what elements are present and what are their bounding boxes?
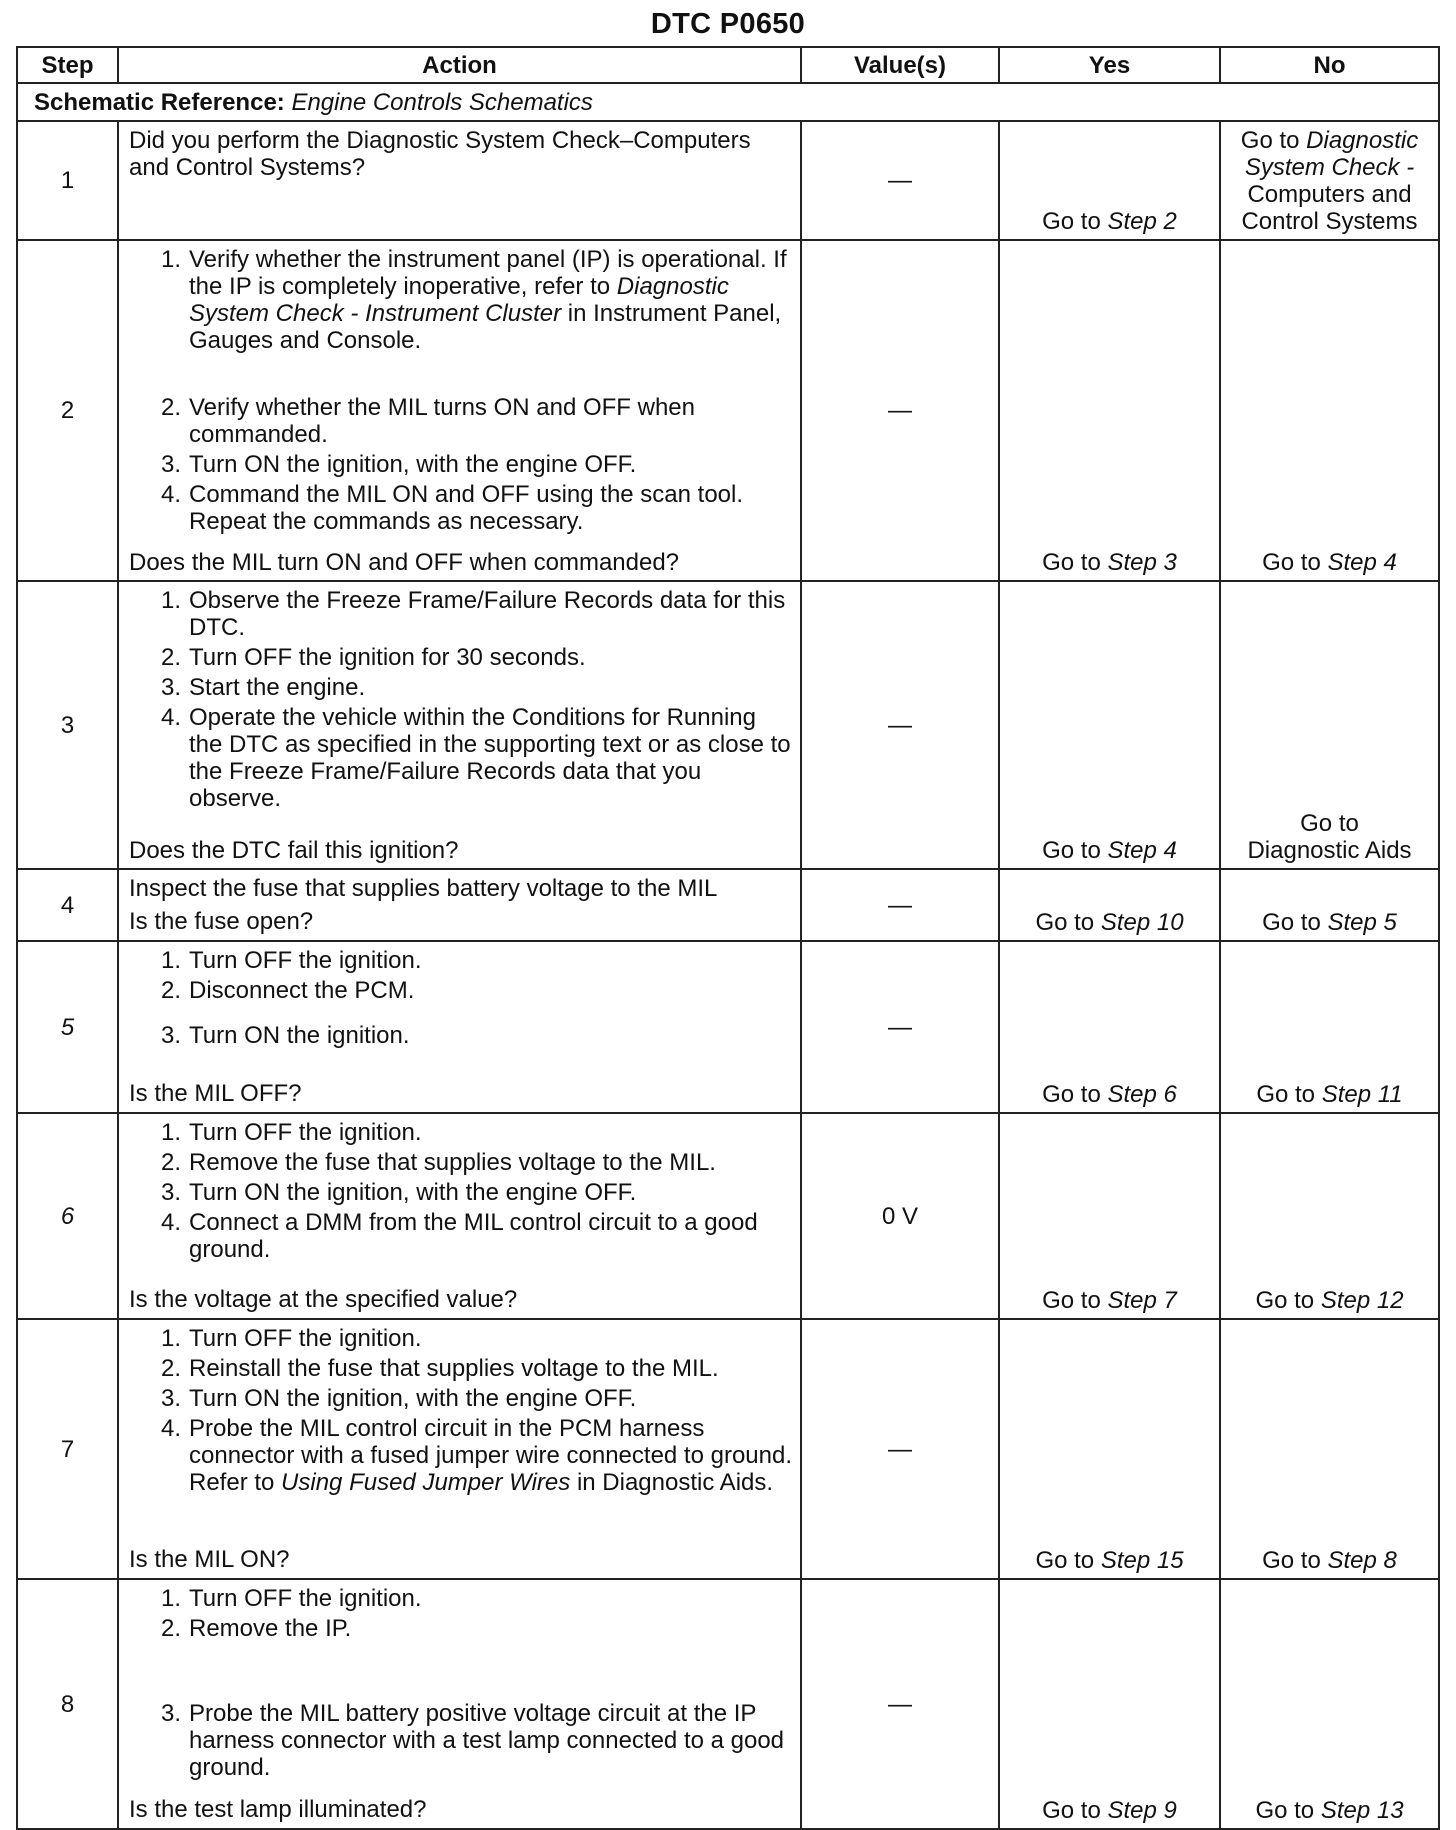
step-number: 1 [17, 121, 118, 240]
list-item: 2. Verify whether the MIL turns ON and OFF when commanded. [160, 394, 695, 448]
goto-prefix: Go to [1262, 549, 1321, 576]
no-cell[interactable] [1220, 1319, 1439, 1579]
list-item: 2. Remove the IP. [160, 1615, 352, 1642]
list-item: 3. Start the engine. [160, 674, 366, 701]
list-item: 3. Turn ON the ignition, with the engine OFF. [160, 451, 637, 478]
goto-prefix: Go to [1042, 1081, 1101, 1108]
yes-cell[interactable] [999, 941, 1220, 1113]
yes-cell[interactable] [999, 121, 1220, 240]
no-cell[interactable] [1220, 581, 1439, 869]
table-row [17, 240, 1439, 581]
no-cell[interactable] [1220, 1579, 1439, 1829]
list-item: 1. Turn OFF the ignition. [160, 947, 422, 974]
yes-cell[interactable] [999, 1579, 1220, 1829]
question-text: Is the fuse open? [129, 908, 314, 935]
goto-prefix: Go to [1035, 909, 1095, 936]
value-cell [801, 1579, 999, 1829]
goto-step-link[interactable]: Step 2 [1107, 208, 1177, 235]
table-row [17, 121, 1439, 240]
list-item: 2. Disconnect the PCM. [160, 977, 415, 1004]
goto-step-link[interactable]: Step 11 [1321, 1081, 1403, 1108]
goto-step-link[interactable]: Step 7 [1107, 1287, 1177, 1314]
no-cell[interactable] [1220, 941, 1439, 1113]
question-text: Is the test lamp illuminated? [129, 1796, 427, 1823]
action-cell [118, 581, 801, 869]
header-action: Action [118, 47, 801, 83]
value-cell [801, 941, 999, 1113]
yes-cell[interactable] [999, 869, 1220, 941]
list-item: 2. Reinstall the fuse that supplies voltage to the MIL. [160, 1355, 719, 1382]
action-cell [118, 240, 801, 581]
question-text: Does the MIL turn ON and OFF when commanded? [129, 549, 680, 576]
list-item: 4. Operate the vehicle within the Conditions for Running the DTC as specified in the supporting text or as close to the Freeze Frame/Failure Records data that you observe. [160, 704, 791, 812]
goto-prefix: Go to [1042, 549, 1101, 576]
no-cell[interactable] [1220, 1113, 1439, 1319]
table-row [17, 941, 1439, 1113]
header-row [17, 47, 1439, 83]
action-cell [118, 941, 801, 1113]
table-row [17, 869, 1439, 941]
action-text: Did you perform the Diagnostic System Check–Computers and Control Systems? [129, 127, 751, 181]
question-text: Is the MIL ON? [129, 1546, 290, 1573]
question-text: Does the DTC fail this ignition? [129, 837, 459, 864]
step-number: 2 [17, 240, 118, 581]
action-text: Inspect the fuse that supplies battery voltage to the MIL [129, 875, 718, 902]
page-title: DTC P0650 [650, 8, 806, 40]
goto-step-link[interactable]: Step 4 [1327, 549, 1397, 576]
value-cell [801, 240, 999, 581]
step-number: 8 [17, 1579, 118, 1829]
header-values: Value(s) [801, 47, 999, 83]
question-text: Is the voltage at the specified value? [129, 1286, 518, 1313]
table-row [17, 1319, 1439, 1579]
step-number: 6 [17, 1113, 118, 1319]
goto-step-link[interactable]: Step 12 [1320, 1287, 1404, 1314]
yes-cell[interactable] [999, 1319, 1220, 1579]
value-cell [801, 869, 999, 941]
value-text: — [888, 711, 912, 739]
step-number: 3 [17, 581, 118, 869]
value-text: — [888, 167, 912, 194]
value-text: 0 V [881, 1202, 919, 1230]
action-cell [118, 1113, 801, 1319]
step-number: 5 [17, 941, 118, 1113]
header-step: Step [17, 47, 118, 83]
goto-prefix: Go to [1042, 1797, 1101, 1824]
goto-prefix: Go to [1042, 208, 1101, 235]
value-cell [801, 1113, 999, 1319]
goto-step-link[interactable]: Step 3 [1107, 549, 1177, 576]
action-cell [118, 1319, 801, 1579]
goto-step-link[interactable]: Step 8 [1327, 1547, 1397, 1574]
list-item: 3. Turn ON the ignition, with the engine OFF. [160, 1179, 637, 1206]
list-item: 3. Turn ON the ignition. [160, 1022, 410, 1049]
list-item: 1. Turn OFF the ignition. [160, 1119, 422, 1146]
diagnostic-table [16, 46, 1440, 1830]
goto-prefix: Go to [1035, 1547, 1095, 1574]
value-text: — [888, 1013, 912, 1041]
goto-step-link[interactable]: Step 4 [1107, 837, 1177, 864]
header-no: No [1220, 47, 1439, 83]
list-item: 3. Probe the MIL battery positive voltage circuit at the IP harness connector with a test lamp connected to a good ground. [160, 1700, 785, 1781]
list-item: 4. Command the MIL ON and OFF using the scan tool. Repeat the commands as necessary. [160, 481, 744, 535]
goto-step-link[interactable]: Step 6 [1107, 1081, 1177, 1108]
goto-diagnostic-link[interactable]: Diagnostic System Check - [1244, 127, 1419, 181]
list-item: 1. Observe the Freeze Frame/Failure Records data for this DTC. [160, 587, 786, 641]
value-cell [801, 581, 999, 869]
goto-step-link[interactable]: Step 9 [1107, 1797, 1177, 1824]
no-cell[interactable] [1220, 869, 1439, 941]
list-item: 1. Turn OFF the ignition. [160, 1325, 422, 1352]
value-text: — [888, 891, 912, 919]
step-number: 7 [17, 1319, 118, 1579]
yes-cell[interactable] [999, 581, 1220, 869]
list-item: 1. Verify whether the instrument panel (IP) is operational. If the IP is completely inoperative, refer to Diagnostic System Check - Instrument Cluster in Instrument Panel, Gauges and Console. [160, 246, 787, 354]
value-text: — [888, 1690, 912, 1718]
list-item: 3. Turn ON the ignition, with the engine OFF. [160, 1385, 637, 1412]
list-item: 2. Remove the fuse that supplies voltage to the MIL. [160, 1149, 716, 1176]
list-item: 2. Turn OFF the ignition for 30 seconds. [160, 644, 586, 671]
no-cell[interactable] [1220, 240, 1439, 581]
goto-diagnostic-aids-link[interactable]: Diagnostic Aids [1247, 837, 1412, 864]
step-number: 4 [17, 869, 118, 941]
reference-link[interactable]: Diagnostic System Check - Instrument Cluster [189, 273, 729, 327]
list-item: 4. Probe the MIL control circuit in the PCM harness connector with a fused jumper wire connected to ground. Refer to Using Fused Jumper Wires in Diagnostic Aids. [160, 1415, 793, 1496]
yes-cell[interactable] [999, 240, 1220, 581]
value-text: — [888, 397, 912, 424]
list-item: 4. Connect a DMM from the MIL control circuit to a good ground. [160, 1209, 758, 1263]
goto-step-link[interactable]: Step 15 [1100, 1547, 1184, 1574]
table-row [17, 1579, 1439, 1829]
goto-prefix: Go to [1256, 1081, 1316, 1108]
value-cell [801, 1319, 999, 1579]
goto-prefix: Go to [1255, 1287, 1315, 1314]
goto-step-link[interactable]: Step 5 [1327, 909, 1397, 936]
action-cell [118, 1579, 801, 1829]
question-text: Is the MIL OFF? [129, 1080, 302, 1107]
goto-prefix: Go to [1042, 1287, 1101, 1314]
list-item: 1. Turn OFF the ignition. [160, 1585, 422, 1612]
schematic-reference-label: Schematic Reference: [34, 88, 285, 116]
goto-rest: Computers and Control Systems [1241, 181, 1418, 235]
action-cell [118, 121, 801, 240]
goto-prefix: Go to [1240, 127, 1300, 154]
reference-link[interactable]: Using Fused Jumper Wires [281, 1469, 571, 1496]
action-cell [118, 869, 801, 941]
goto-prefix: Go to [1255, 1797, 1315, 1824]
no-cell[interactable] [1220, 121, 1439, 240]
goto-prefix: Go to [1262, 1547, 1321, 1574]
goto-step-link[interactable]: Step 13 [1320, 1797, 1404, 1824]
schematic-reference-link[interactable]: Engine Controls Schematics [291, 88, 593, 116]
value-text: — [888, 1435, 912, 1463]
header-yes: Yes [999, 47, 1220, 83]
schematic-reference [17, 83, 1439, 121]
table-row [17, 581, 1439, 869]
goto-prefix: Go to [1300, 810, 1359, 837]
schematic-reference-row [17, 83, 1439, 121]
yes-cell[interactable] [999, 1113, 1220, 1319]
table-row [17, 1113, 1439, 1319]
goto-prefix: Go to [1042, 837, 1101, 864]
value-cell [801, 121, 999, 240]
goto-step-link[interactable]: Step 10 [1100, 909, 1184, 936]
goto-prefix: Go to [1262, 909, 1321, 936]
